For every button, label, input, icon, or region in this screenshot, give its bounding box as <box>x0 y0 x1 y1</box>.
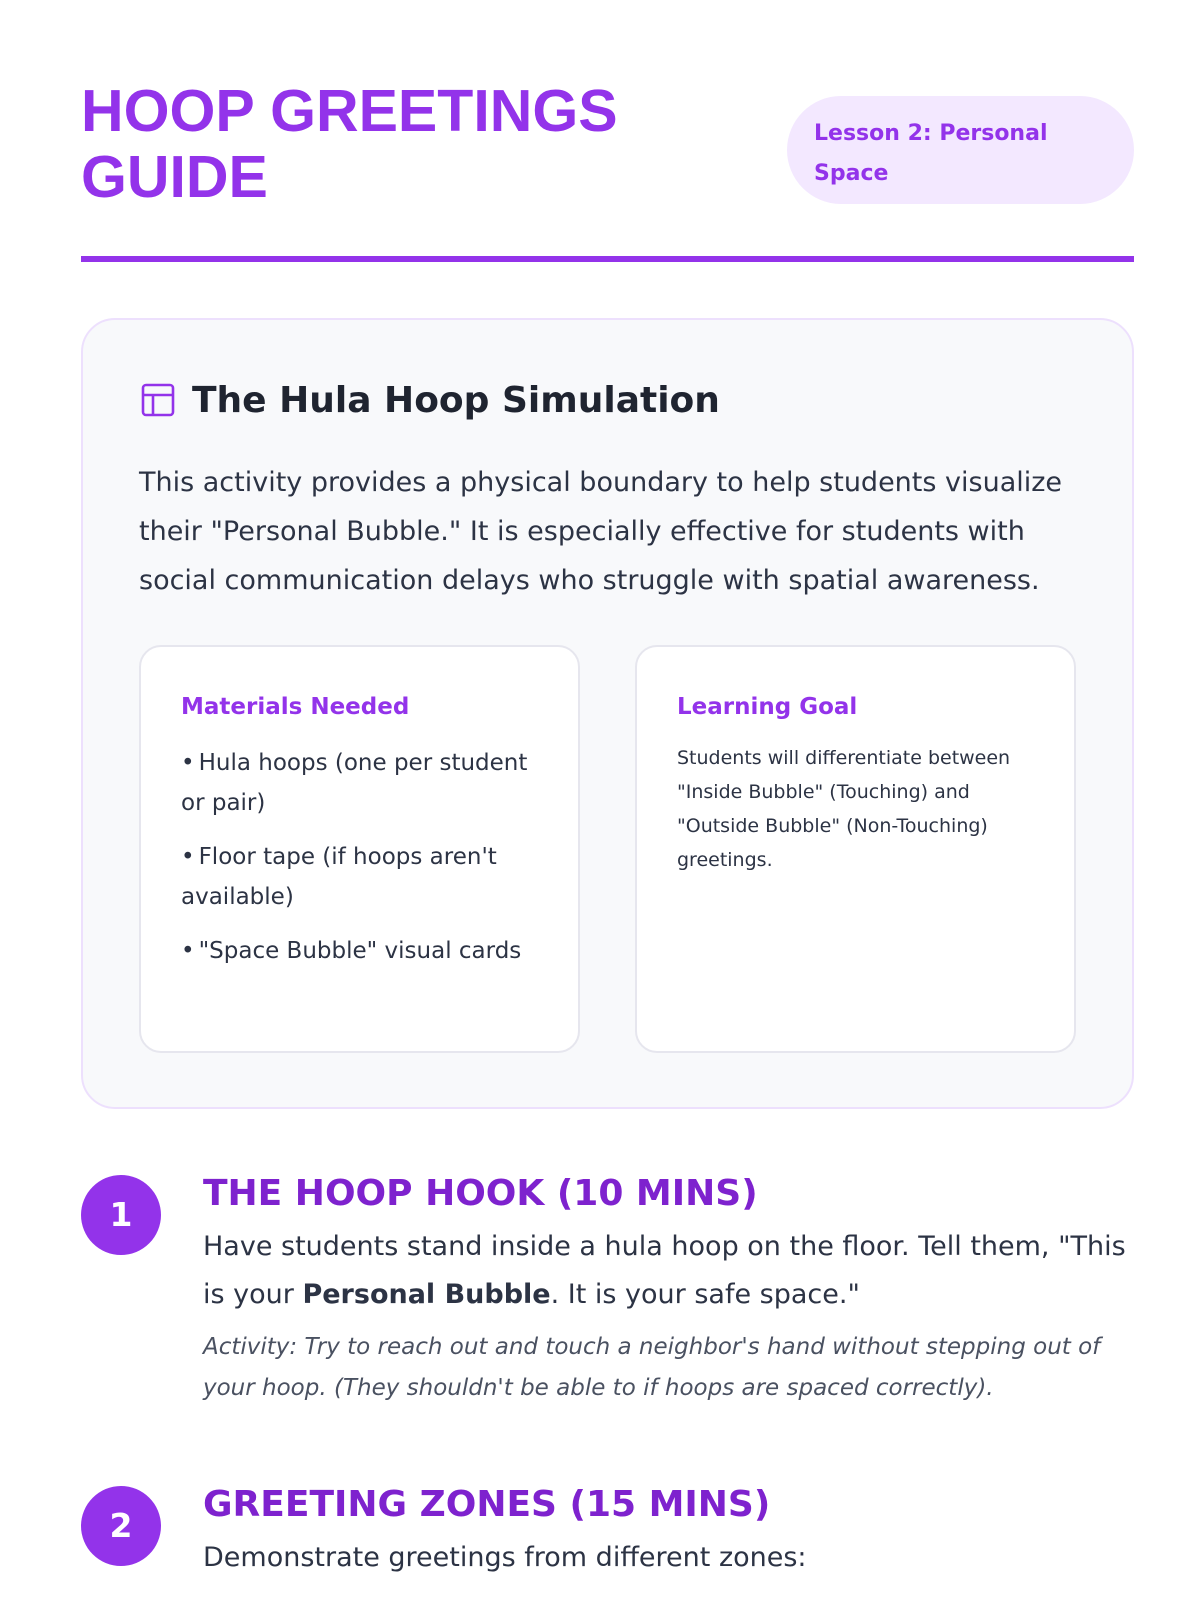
step-text-after: . It is your safe space." <box>550 1279 860 1310</box>
simulation-card-header <box>140 378 1040 426</box>
step-number-badge: 1 <box>81 1175 161 1255</box>
list-item-text: Floor tape (if hoops aren't available) <box>181 844 497 910</box>
materials-list <box>181 743 541 985</box>
step-text-bold: Personal Bubble <box>302 1279 551 1310</box>
list-item: • Hula hoops (one per student or pair) <box>181 750 528 816</box>
step-description: Demonstrate greetings from different zones: <box>203 1542 807 1573</box>
learning-goal-text: Students will differentiate between "Inside Bubble" (Touching) and "Outside Bubble" (Non-Touching) greetings. <box>677 747 1011 871</box>
learning-goal-card <box>635 645 1076 1053</box>
step-greeting-zones <box>81 1486 1134 1600</box>
list-item: • "Space Bubble" visual cards <box>181 938 522 964</box>
step-hoop-hook <box>81 1175 1134 1435</box>
step-description <box>203 1223 1143 1319</box>
materials-card <box>139 645 580 1053</box>
simulation-intro: This activity provides a physical boundary to help students visualize their "Personal Bubble." It is especially effective for students with social communication delays who struggle with spatial awareness. <box>139 467 1063 596</box>
lesson-badge: Lesson 2: Personal Space <box>787 96 1134 204</box>
simulation-title: The Hula Hoop Simulation <box>192 380 720 421</box>
step-title: THE HOOP HOOK (10 MINS) <box>203 1173 758 1214</box>
materials-title: Materials Needed <box>181 694 410 720</box>
step-activity-note: Activity: Try to reach out and touch a neighbor's hand without stepping out of your hoop. (They shouldn't be able to if hoops are spaced correctly). <box>203 1334 1101 1401</box>
list-item: • Floor tape (if hoops aren't available) <box>181 844 497 910</box>
learning-goal-title: Learning Goal <box>677 694 858 720</box>
step-text-before: Have students stand inside a hula hoop on the floor. Tell them, "This is your <box>203 1231 1126 1310</box>
page-header <box>81 78 1134 258</box>
step-number-badge: 2 <box>81 1486 161 1566</box>
layout-icon <box>140 382 176 418</box>
page-title: HOOP GREETINGS GUIDE <box>81 78 618 210</box>
header-divider <box>81 256 1134 262</box>
list-item-text: "Space Bubble" visual cards <box>198 938 522 964</box>
list-item-text: Hula hoops (one per student or pair) <box>181 750 528 816</box>
step-title: GREETING ZONES (15 MINS) <box>203 1484 771 1525</box>
simulation-card <box>81 318 1134 1109</box>
